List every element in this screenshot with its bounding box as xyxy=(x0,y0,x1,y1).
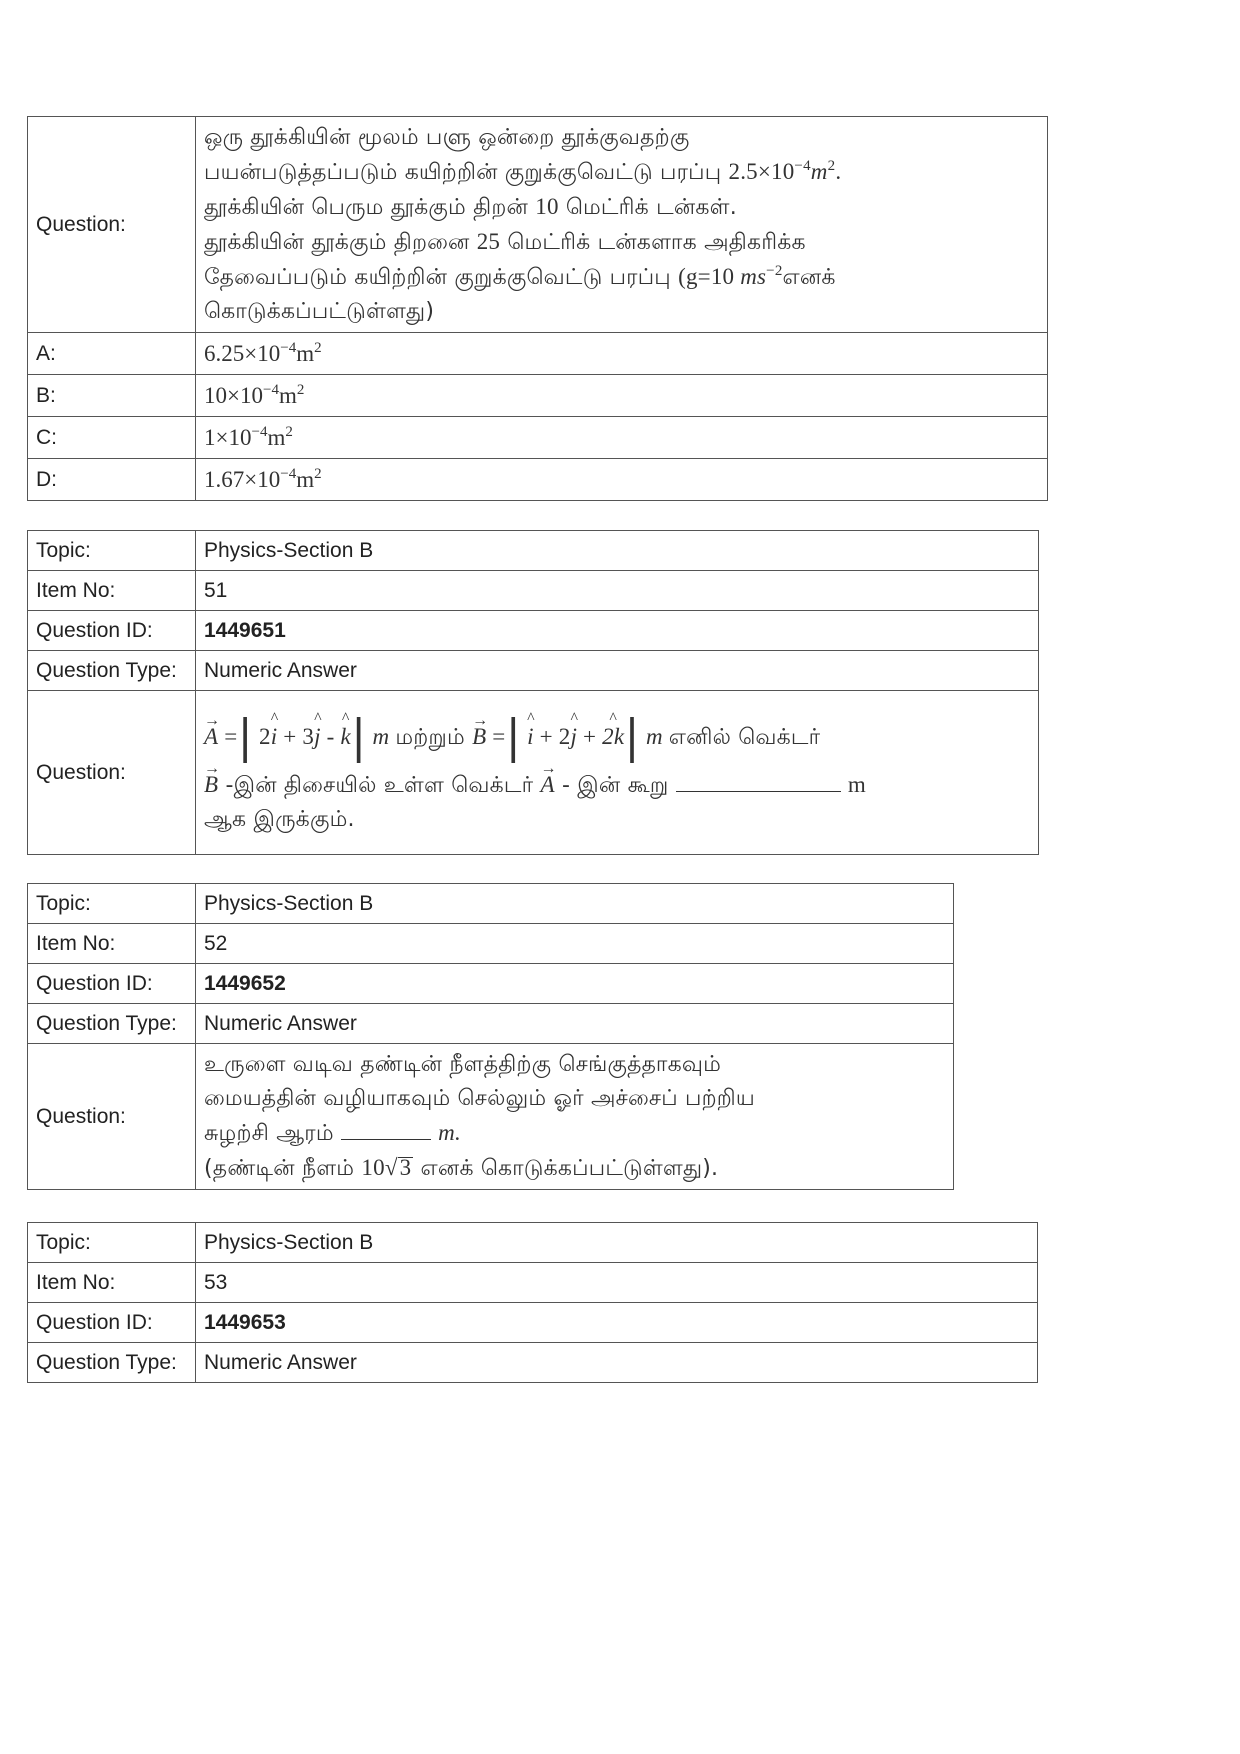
question-id-label: Question ID: xyxy=(28,1303,196,1343)
question-line: ஆக இருக்கும். xyxy=(204,806,355,832)
question-text xyxy=(196,1044,954,1190)
topic-value: Physics-Section B xyxy=(196,531,1039,571)
question-line: தூக்கியின் தூக்கும் திறனை 25 மெட்ரிக் டன்களாக அதிகரிக்க xyxy=(204,228,806,255)
question-type-value: Numeric Answer xyxy=(196,1004,954,1044)
option-label: A: xyxy=(28,333,196,375)
topic-label: Topic: xyxy=(28,884,196,924)
question-line: தேவைப்படும் கயிற்றின் குறுக்குவெட்டு பரப்பு (g=10 $ms^{-2}எனக்$ xyxy=(204,262,836,290)
answer-blank xyxy=(341,1119,431,1140)
item-no-label: Item No: xyxy=(28,924,196,964)
question-label: Question: xyxy=(28,1044,196,1190)
question-type-label: Question Type: xyxy=(28,1343,196,1383)
question-line: உருளை வடிவ தண்டின் நீளத்திற்கு செங்குத்தாகவும் xyxy=(204,1051,722,1077)
question-line: ஒரு தூக்கியின் மூலம் பளு ஒன்றை தூக்குவதற்கு xyxy=(204,124,690,150)
topic-value: Physics-Section B xyxy=(196,1223,1038,1263)
option-value: $1\times 10^{-4}m^2$ xyxy=(196,417,1048,459)
question-type-value: Numeric Answer xyxy=(196,651,1039,691)
question-block-50 xyxy=(27,116,1048,501)
question-line: → B -இன் திசையில் உள்ள வெக்டர் → A - இன் கூறு m xyxy=(204,759,866,798)
question-block-52 xyxy=(27,883,954,1190)
item-no-value: 53 xyxy=(196,1263,1038,1303)
question-line: கொடுக்கப்பட்டுள்ளது) xyxy=(204,298,435,324)
question-id-value: 1449653 xyxy=(196,1303,1038,1343)
question-line: பயன்படுத்தப்படும் கயிற்றின் குறுக்குவெட்டு பரப்பு $2.5\times 10^{-4}m^2$. xyxy=(204,157,842,185)
question-line: சுழற்சி ஆரம் m. xyxy=(204,1119,461,1146)
question-text xyxy=(196,117,1048,333)
topic-label: Topic: xyxy=(28,531,196,571)
option-row-d xyxy=(28,459,1048,501)
item-no-value: 51 xyxy=(196,571,1039,611)
question-id-value: 1449652 xyxy=(196,964,954,1004)
question-line: தூக்கியின் பெரும தூக்கும் திறன் 10 மெட்ரிக் டன்கள். xyxy=(204,193,737,220)
option-row-b xyxy=(28,375,1048,417)
option-label: D: xyxy=(28,459,196,501)
question-line: மையத்தின் வழியாகவும் செல்லும் ஓர் அச்சைப் பற்றிய xyxy=(204,1085,755,1111)
question-line: → A =| 2 ^ i + 3 ^ j - ^ k| m மற்றும் → B =| ^ i + 2 ^ j + ^ 2k| m எனில் வெக்டர் xyxy=(204,708,821,763)
answer-blank xyxy=(676,771,841,792)
item-no-label: Item No: xyxy=(28,1263,196,1303)
question-id-value: 1449651 xyxy=(196,611,1039,651)
question-type-label: Question Type: xyxy=(28,651,196,691)
topic-label: Topic: xyxy=(28,1223,196,1263)
question-label: Question: xyxy=(28,117,196,333)
question-id-label: Question ID: xyxy=(28,964,196,1004)
question-line: (தண்டின் நீளம் 10√3 எனக் கொடுக்கப்பட்டுள்ளது). xyxy=(204,1154,719,1181)
question-type-label: Question Type: xyxy=(28,1004,196,1044)
option-row-a xyxy=(28,333,1048,375)
option-value: $1.67\times 10^{-4}m^2$ xyxy=(196,459,1048,501)
question-block-53 xyxy=(27,1222,1038,1383)
option-value: $6.25\times 10^{-4}m^2$ xyxy=(196,333,1048,375)
question-block-51 xyxy=(27,530,1039,855)
option-value: $10\times 10^{-4}m^2$ xyxy=(196,375,1048,417)
question-text xyxy=(196,691,1039,855)
item-no-label: Item No: xyxy=(28,571,196,611)
option-row-c xyxy=(28,417,1048,459)
option-label: C: xyxy=(28,417,196,459)
item-no-value: 52 xyxy=(196,924,954,964)
question-type-value: Numeric Answer xyxy=(196,1343,1038,1383)
option-label: B: xyxy=(28,375,196,417)
question-label: Question: xyxy=(28,691,196,855)
question-id-label: Question ID: xyxy=(28,611,196,651)
topic-value: Physics-Section B xyxy=(196,884,954,924)
